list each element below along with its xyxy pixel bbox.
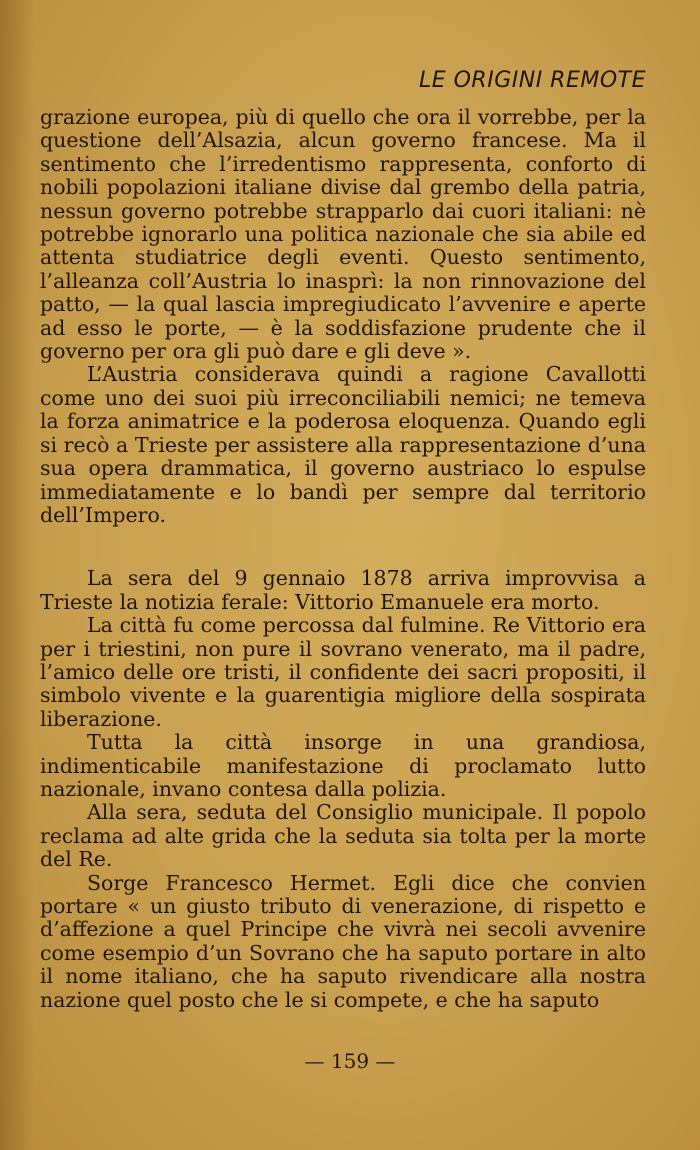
paragraph: Sorge Francesco Hermet. Egli dice che convien portare « un giusto tributo di venerazione, di rispetto e d’affezione a quel Principe che vivrà nei secoli avvenire come esempio d’un Sovrano che ha saputo portare in alto il nome italiano, che ha saputo rivendicare alla nostra nazione quel posto che le si compete, e che ha saputo [40,870,646,1012]
section-break [40,527,646,567]
running-head: LE ORIGINI REMOTE [418,68,646,93]
paragraph-continuation: grazione europea, più di quello che ora il vorrebbe, per la questione dell’Alsazia, alcun governo francese. Ma il sentimento che l’irredentismo rappresenta, conforto di nobili popolazioni italiane divise dal grembo della patria, nessun governo potrebbe strapparlo dai cuori italiani: nè potrebbe ignorarlo una politica nazionale che sia abile ed attenta studiatrice degli eventi. Questo sentimento, l’alleanza coll’Austria lo inasprì: la non rinnovazione del patto, — la qual lascia impregiudicato l’avvenire e aperte ad esso le porte, — è la soddisfazione prudente che il governo per ora gli può dare e gli deve ». [40,105,646,364]
paragraph: Tutta la città insorge in una grandiosa, indimenticabile manifestazione di proclamato lutto nazionale, invano contesa dalla polizia. [40,730,646,801]
paragraph: Alla sera, seduta del Consiglio municipale. Il popolo reclama ad alte grida che la seduta sia tolta per la morte del Re. [40,800,646,872]
paragraph: L’Austria considerava quindi a ragione Cavallotti come uno dei suoi più irreconciliabili nemici; ne temeva la forza animatrice e la poderosa eloquenza. Quando egli si recò a Trieste per assistere alla rappresentazione d’una sua opera drammatica, il governo austriaco lo espulse immediatamente e lo bandì per sempre dal territorio dell’Impero. [40,362,646,527]
paragraph: La sera del 9 gennaio 1878 arriva improvvisa a Trieste la notizia ferale: Vittorio Emanuele era morto. [40,566,646,614]
paragraph: La città fu come percossa dal fulmine. Re Vittorio era per i triestini, non pure il sovrano venerato, ma il padre, l’amico delle ore tristi, il confidente dei sacri propositi, il simbolo vivente e la guarentigia migliore della sospirata liberazione. [40,613,646,731]
page-number: — 159 — [304,1049,396,1073]
body-text [40,106,646,1012]
page-spine-shadow [0,0,34,1150]
